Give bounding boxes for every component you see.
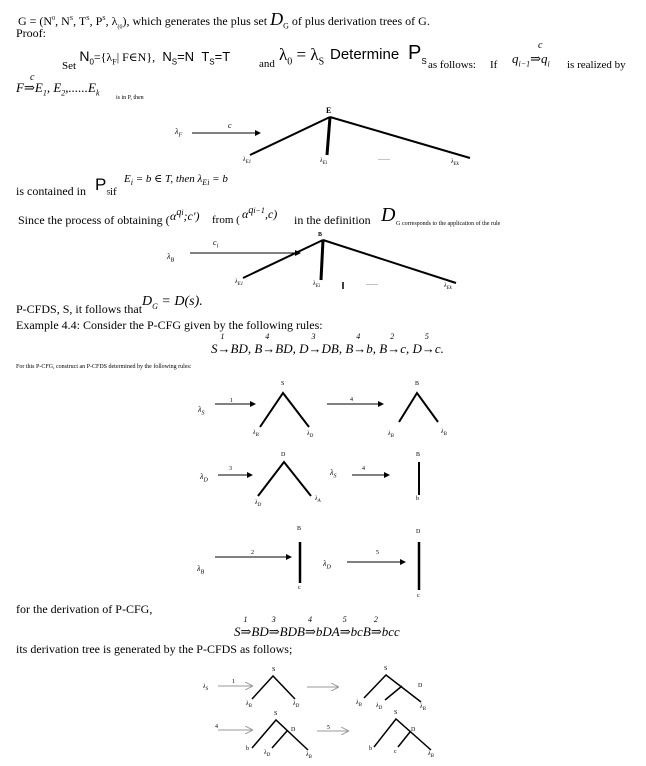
tree2-dots: ......: [366, 278, 378, 287]
g-prefix: G = (N: [18, 14, 53, 28]
deriv-num: 2: [373, 615, 378, 624]
rt-root: B: [416, 452, 421, 458]
alpha: α: [242, 207, 249, 221]
q-rule: $q_{i-1}\Rightarrow q_i$: [512, 51, 550, 69]
condition: [124, 172, 228, 187]
tree2-leaf1: [235, 279, 243, 287]
tree-edge: [323, 240, 456, 283]
determine-word: Determine: [330, 46, 400, 63]
rule-num: 4: [265, 332, 270, 341]
rt-lambda-d: [200, 472, 208, 484]
rule-num: 5: [424, 332, 429, 341]
rule-number: 3: [229, 466, 232, 472]
p-sub: S: [421, 57, 427, 66]
rt-leaf: [315, 496, 321, 504]
lambda-sub: B: [430, 754, 434, 760]
leaf-sub2: 1: [240, 282, 244, 288]
lambda-sub2: S: [318, 56, 325, 68]
tree1-root: E: [326, 106, 332, 115]
lambda-sub: B: [308, 755, 312, 761]
leaf-sub: E: [446, 286, 450, 292]
dt-node: D: [291, 727, 296, 733]
tree-edge: [250, 117, 330, 155]
n-sup: 0: [52, 16, 56, 22]
if-word: If: [490, 59, 498, 71]
rule-num: 3: [311, 332, 316, 341]
d-sub: G: [396, 221, 401, 227]
lambda: λ: [255, 500, 258, 506]
rule-rhs: b, B: [366, 341, 388, 356]
deriv-start: S: [234, 624, 241, 639]
lambda: λ: [307, 431, 310, 437]
alpha-qi: [170, 207, 200, 224]
tree-edge: [385, 686, 402, 700]
p: P: [95, 175, 107, 194]
p-sub: S: [106, 190, 111, 197]
alpha-sup2: i: [181, 208, 184, 217]
lambda-sub: S: [333, 473, 337, 480]
tree1-leaf1: [243, 157, 251, 165]
t-part: , T: [73, 14, 87, 28]
c-sub: i: [216, 243, 219, 250]
leaf-sub2: k: [456, 162, 459, 168]
rule-number: 4: [350, 397, 353, 403]
lambda: λ: [243, 157, 246, 163]
n0-sub: 0: [89, 57, 94, 67]
lambda-sub: S: [201, 410, 205, 417]
leaf-sub: E: [315, 284, 319, 290]
tree-edge: [399, 393, 438, 422]
tree2-arrow-label: [213, 238, 218, 250]
lambda-sub: (0: [117, 24, 123, 31]
rt-lambda-s2: [330, 468, 336, 480]
rule-number: 4: [362, 466, 365, 472]
derivation-line: S 1 ⇒BD 3 ⇒BDB 4 ⇒bDA 5 ⇒bcB 2 ⇒bcc: [234, 615, 400, 639]
rt-leaf: [253, 430, 259, 438]
lambda: λ: [293, 701, 296, 707]
p-part: , P: [89, 14, 103, 28]
tree-edge: [258, 462, 311, 496]
dots: ,......E: [65, 80, 96, 95]
p-symbol: [95, 175, 110, 196]
rt-lambda-s: [198, 405, 204, 417]
dt-num: 4: [215, 724, 218, 730]
rt-leaf: [307, 431, 313, 439]
lambda-sub: D: [257, 503, 262, 509]
lambda-sub: B: [248, 704, 252, 710]
tree1-dots: ......: [378, 153, 390, 162]
rule-rhs: BD, D: [275, 341, 309, 356]
lambda-sub: B: [200, 569, 205, 576]
leaf-sub: E: [322, 161, 326, 167]
if-word: if: [110, 186, 117, 198]
lambda-sub: D: [295, 704, 300, 710]
n0-def: ={λ: [93, 50, 113, 64]
lambda-sub: B: [390, 434, 394, 440]
rt-leaf: [255, 500, 261, 508]
d-symbol: D: [381, 204, 396, 226]
tree2-root: B: [318, 232, 323, 238]
derivation-trees: [218, 675, 431, 750]
lambda-sub: B: [255, 433, 259, 439]
lambda: λ: [376, 703, 379, 709]
dt-lambda: [203, 684, 208, 692]
rule-number: 2: [251, 550, 254, 556]
e: E: [34, 80, 43, 95]
since-text: Since the process of obtaining (: [18, 213, 170, 227]
lambda: λ: [198, 405, 202, 414]
rt-leaf: [441, 429, 447, 437]
alpha-end: ,c): [264, 207, 278, 221]
rule-rhs: c.: [434, 341, 444, 356]
lambda: λ: [253, 430, 256, 436]
cond-mid: = b ∈ T, then λ: [132, 173, 203, 185]
tree-edge: [364, 675, 421, 702]
dt-num: 1: [232, 679, 235, 685]
e2: , E: [46, 80, 62, 95]
from-text: from (: [212, 214, 240, 226]
ts: T: [201, 49, 210, 64]
f-rule: $F\Rightarrow E_1$, $E_2,......E_k$: [16, 80, 100, 98]
lambda: λ: [306, 752, 309, 758]
is-in-text: is in P, then: [116, 95, 144, 101]
lambda-sub: D: [326, 564, 331, 571]
rule-num: 1: [220, 332, 225, 341]
plus-derivation-text: of plus derivation trees of G.: [291, 14, 430, 28]
lambda: λ: [330, 468, 334, 477]
alpha-qi-1: [242, 205, 277, 222]
tree2-lambda-b: [167, 252, 174, 264]
lambda: λ: [388, 431, 391, 437]
lambda: λ: [167, 252, 171, 261]
rule-rhs: c, D: [400, 341, 422, 356]
d-symbol: D: [270, 9, 284, 29]
tree-edge: [243, 240, 323, 278]
dt-leaf: [293, 701, 299, 709]
rt-root: D: [281, 452, 286, 458]
example-heading: Example 4.4: Consider the P-CFG given by the following rules:: [16, 318, 323, 332]
corresponds-text: corresponds to the application of the rule: [402, 221, 501, 227]
ts-def: =T: [214, 49, 231, 64]
tree-edge: [327, 117, 330, 155]
lambda-sub: D: [266, 753, 271, 759]
dt-leaf: [356, 700, 362, 708]
set-word: Set: [62, 60, 77, 72]
q-sub: i−1: [518, 59, 531, 69]
lambda-sub: F: [178, 132, 183, 139]
follows-text: P-CFDS, S, it follows that: [16, 302, 143, 316]
n0-end: | F∈N},: [116, 50, 156, 64]
rule-number: 1: [230, 398, 233, 404]
lambda: λ: [420, 704, 423, 710]
e-sub: i: [130, 178, 133, 188]
n0: N: [79, 48, 90, 64]
tree-edge: [374, 719, 431, 750]
ts-sub: S: [209, 57, 215, 67]
lambda: λ: [441, 429, 444, 435]
dt-root: S: [384, 666, 388, 672]
tree-1: [192, 117, 470, 158]
lambda: λ: [264, 750, 267, 756]
lambda-sub: B: [170, 257, 175, 264]
rule-rhs: DB, B: [321, 341, 354, 356]
ns-sub: S: [171, 57, 178, 67]
dt-node: D: [418, 683, 423, 689]
lambda-zero: , λ: [105, 14, 118, 28]
leaf-sub: E: [245, 160, 249, 166]
in-definition-text: in the definition: [294, 213, 371, 227]
tree-edge: [398, 732, 410, 747]
e2-sub: 2: [61, 88, 66, 98]
alpha-sup: q: [176, 207, 182, 218]
e1-sub: 1: [42, 88, 47, 98]
lambda: λ: [356, 700, 359, 706]
tree1-arrow-label: c: [228, 121, 232, 130]
ns-def: =N: [177, 49, 195, 64]
lambda-sub: B: [422, 707, 426, 713]
deriv-step: BD: [251, 624, 269, 639]
lambda-sub: D: [309, 434, 314, 440]
tree-edge: [252, 676, 295, 699]
tree-edge: [260, 393, 309, 427]
lambda: λ: [175, 127, 179, 136]
dt-leaf: [428, 751, 434, 759]
leaf-sub2: i: [325, 161, 328, 167]
dt-root: S: [274, 711, 278, 717]
generates-text: ), which generates the plus set: [122, 14, 268, 28]
d-sub: G: [283, 21, 289, 31]
ek-sub: k: [95, 88, 100, 98]
rule-number: 5: [376, 550, 379, 556]
leaf-sub: E: [237, 282, 241, 288]
proof-label: Proof:: [16, 26, 46, 40]
tree-2: [190, 240, 456, 292]
alpha-sup2: i−1: [253, 206, 265, 215]
c: c: [213, 238, 217, 247]
tree-edge: [330, 117, 470, 158]
rt-leaf: b: [416, 496, 419, 502]
tree-edge: [272, 731, 287, 748]
construct-text: For this P-CFG, construct an P-CFDS determined by the following rules:: [16, 364, 192, 370]
lambda: λ: [203, 684, 206, 690]
f: F: [16, 80, 24, 95]
dt-root: S: [394, 710, 398, 716]
rt-leaf: c: [298, 585, 301, 591]
lambda-sub: B: [358, 703, 362, 709]
lambda-mid: = λ: [292, 45, 319, 64]
lambda: λ: [279, 45, 288, 64]
tree2-leaf2: [313, 281, 320, 289]
c-label: c: [538, 40, 543, 51]
cond-end: = b: [209, 173, 228, 185]
contained-in-text: is contained in: [16, 184, 86, 198]
leaf-sub2: i: [318, 284, 321, 290]
tree1-leaf3: [451, 159, 459, 167]
lambda-sub: 0: [287, 56, 293, 68]
rule-num: 2: [390, 332, 395, 341]
rt-leaf: [388, 431, 394, 439]
dt-leaf: b: [369, 746, 372, 752]
dt-leaf: b: [246, 746, 249, 752]
lambda: λ: [197, 564, 201, 573]
as-follows: as follows:: [428, 59, 476, 71]
rt-leaf: c: [417, 593, 420, 599]
dt-leaf: [376, 703, 382, 711]
ns: N: [162, 49, 172, 64]
tree1-leaf2: [320, 158, 327, 166]
cond-sub3: i: [207, 178, 210, 188]
dt-leaf: [420, 704, 426, 712]
rt-root: B: [297, 526, 302, 532]
leaf-sub2: k: [449, 286, 452, 292]
alpha: α: [170, 209, 177, 223]
q-end-sub: i: [547, 59, 550, 69]
lambda-sub: A: [317, 499, 321, 505]
lambda: λ: [315, 496, 318, 502]
tree2-leaf3: [444, 283, 452, 291]
alpha-end: ;c′): [183, 209, 200, 223]
lambda: λ: [451, 159, 454, 165]
tree-edge: [252, 720, 308, 750]
deriv-step: bDA: [315, 624, 340, 639]
d: D: [142, 294, 153, 309]
deriv-num: 1: [243, 615, 248, 624]
lambda: λ: [428, 751, 431, 757]
deriv-num: 5: [342, 615, 347, 624]
rule-num: 4: [356, 332, 361, 341]
q-end: q: [541, 51, 548, 66]
dt-root: S: [272, 667, 276, 673]
rt-root: B: [415, 381, 420, 387]
lambda-sub: D: [378, 706, 383, 712]
n-sep: , N: [55, 14, 70, 28]
d-sub: G: [152, 301, 158, 311]
dt-leaf: [306, 752, 312, 760]
dt-leaf: [246, 701, 252, 709]
dt-num: 5: [327, 725, 330, 731]
deriv-num: 4: [307, 615, 312, 624]
leaf-sub2: 1: [248, 160, 252, 166]
n0-sub2: F: [112, 57, 117, 67]
alpha-sup: q: [248, 205, 254, 216]
rule-lhs: S: [211, 341, 218, 356]
dt-leaf: [264, 750, 270, 758]
tree-edge: [321, 240, 323, 280]
s-sup: S: [69, 16, 74, 22]
cond-sub2: E: [202, 178, 208, 188]
rt-lambda-b: [197, 564, 204, 576]
lambda-sub: S: [205, 687, 209, 693]
rt-lambda-d2: [323, 559, 331, 571]
rules-line: S 1 →BD, B 4 →BD, D 3 →DB, B 4 →b, B 2 →c, D 5 →c.: [211, 332, 444, 356]
e: E: [124, 173, 131, 185]
tree1-lambda-f: [175, 127, 182, 139]
s-sup: S: [86, 16, 90, 22]
deriv-step: bcc: [381, 624, 400, 639]
rule-rhs: BD, B: [230, 341, 263, 356]
lambda-sub: D: [203, 477, 208, 484]
eq-rest: = D(s): [157, 294, 200, 309]
lambda: λ: [323, 559, 327, 568]
lambda: λ: [235, 279, 238, 285]
realized-by: is realized by: [567, 59, 626, 71]
leaf-sub: E: [453, 162, 457, 168]
dt-leaf: c: [394, 749, 397, 755]
rt-root: S: [281, 381, 285, 387]
generated-text: its derivation tree is generated by the P-CFDS as follows;: [16, 642, 293, 656]
dt-node: D: [411, 727, 416, 733]
lambda-sub: B: [443, 432, 447, 438]
q: q: [512, 51, 519, 66]
deriv-step: BDB: [279, 624, 305, 639]
lambda: λ: [320, 158, 323, 164]
deriv-step: bcB: [350, 624, 371, 639]
lambda: λ: [246, 701, 249, 707]
and-word: and: [259, 58, 275, 70]
lambda: λ: [444, 283, 447, 289]
p: P: [408, 42, 422, 64]
s-sup: S: [102, 16, 106, 22]
deriv-num: 3: [271, 615, 276, 624]
lambda: λ: [200, 472, 204, 481]
period: .: [199, 294, 203, 309]
d-equals-ds: [142, 294, 203, 311]
derivation-intro: for the derivation of P-CFG,: [16, 602, 153, 616]
lambda: λ: [313, 281, 316, 287]
rt-root: D: [416, 529, 421, 535]
c-label: c: [30, 72, 35, 83]
